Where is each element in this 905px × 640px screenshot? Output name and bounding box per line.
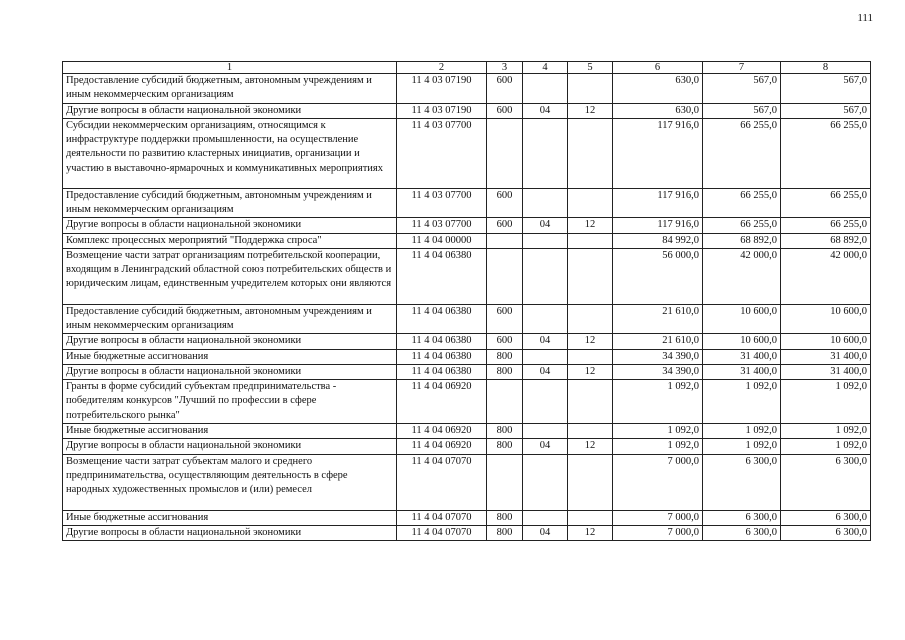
cell-code: 11 4 04 07070 <box>397 454 487 510</box>
cell-v6: 84 992,0 <box>613 233 703 248</box>
cell-v8: 1 092,0 <box>781 423 871 438</box>
cell-c4 <box>523 454 568 510</box>
table-row <box>63 380 871 424</box>
cell-v8: 6 300,0 <box>781 454 871 510</box>
cell-v6: 630,0 <box>613 74 703 104</box>
cell-c5 <box>568 74 613 104</box>
cell-code: 11 4 03 07190 <box>397 74 487 104</box>
cell-name: Комплекс процессных мероприятий "Поддержка спроса" <box>63 233 397 248</box>
table-row <box>63 218 871 233</box>
cell-v6: 1 092,0 <box>613 380 703 424</box>
cell-code: 11 4 04 06920 <box>397 380 487 424</box>
header-cell: 3 <box>487 62 523 74</box>
cell-c3: 800 <box>487 423 523 438</box>
cell-c4 <box>523 510 568 525</box>
cell-v7: 1 092,0 <box>703 423 781 438</box>
table-row <box>63 439 871 454</box>
cell-c4: 04 <box>523 334 568 349</box>
cell-v7: 10 600,0 <box>703 334 781 349</box>
cell-code: 11 4 04 06380 <box>397 304 487 334</box>
cell-name: Субсидии некоммерческим организациям, относящимся к инфраструктуре поддержки промышленности, на осуществление деятельности по развитию кластерных инициатив, организации и участию в выставочно-ярмарочных и коммуникативных мероприятиях <box>63 118 397 188</box>
table-row <box>63 248 871 304</box>
cell-code: 11 4 04 00000 <box>397 233 487 248</box>
cell-c5 <box>568 349 613 364</box>
cell-v7: 6 300,0 <box>703 454 781 510</box>
cell-v6: 7 000,0 <box>613 454 703 510</box>
table-row <box>63 454 871 510</box>
table-row <box>63 349 871 364</box>
header-cell: 2 <box>397 62 487 74</box>
cell-c4: 04 <box>523 103 568 118</box>
cell-c4: 04 <box>523 364 568 379</box>
cell-name: Другие вопросы в области национальной экономики <box>63 218 397 233</box>
table-row <box>63 423 871 438</box>
cell-code: 11 4 04 06380 <box>397 364 487 379</box>
cell-c3: 800 <box>487 510 523 525</box>
cell-c3 <box>487 380 523 424</box>
cell-name: Иные бюджетные ассигнования <box>63 510 397 525</box>
cell-name: Другие вопросы в области национальной экономики <box>63 334 397 349</box>
cell-code: 11 4 04 06380 <box>397 334 487 349</box>
cell-c4: 04 <box>523 525 568 540</box>
cell-c3: 600 <box>487 188 523 218</box>
cell-v8: 66 255,0 <box>781 188 871 218</box>
cell-name: Другие вопросы в области национальной экономики <box>63 525 397 540</box>
cell-c3 <box>487 118 523 188</box>
cell-v7: 567,0 <box>703 103 781 118</box>
cell-c5: 12 <box>568 334 613 349</box>
cell-v6: 117 916,0 <box>613 188 703 218</box>
budget-table <box>62 61 871 541</box>
table-row <box>63 233 871 248</box>
cell-v6: 7 000,0 <box>613 525 703 540</box>
cell-c5: 12 <box>568 364 613 379</box>
cell-c4 <box>523 380 568 424</box>
cell-c3 <box>487 233 523 248</box>
cell-v8: 1 092,0 <box>781 439 871 454</box>
header-cell: 6 <box>613 62 703 74</box>
cell-c5: 12 <box>568 439 613 454</box>
cell-c4 <box>523 304 568 334</box>
cell-v8: 6 300,0 <box>781 525 871 540</box>
cell-c5: 12 <box>568 218 613 233</box>
cell-v6: 7 000,0 <box>613 510 703 525</box>
cell-v8: 6 300,0 <box>781 510 871 525</box>
cell-name: Предоставление субсидий бюджетным, автономным учреждениям и иным некоммерческим организациям <box>63 304 397 334</box>
cell-name: Предоставление субсидий бюджетным, автономным учреждениям и иным некоммерческим организациям <box>63 74 397 104</box>
table-row <box>63 188 871 218</box>
table-body <box>63 74 871 541</box>
cell-name: Другие вопросы в области национальной экономики <box>63 364 397 379</box>
cell-v7: 66 255,0 <box>703 188 781 218</box>
cell-v7: 1 092,0 <box>703 380 781 424</box>
cell-c4 <box>523 118 568 188</box>
cell-v6: 1 092,0 <box>613 439 703 454</box>
table-row <box>63 103 871 118</box>
cell-v8: 10 600,0 <box>781 334 871 349</box>
cell-c3: 600 <box>487 334 523 349</box>
cell-v8: 31 400,0 <box>781 349 871 364</box>
table-row <box>63 74 871 104</box>
header-row <box>63 62 871 74</box>
cell-c5: 12 <box>568 103 613 118</box>
header-cell: 8 <box>781 62 871 74</box>
header-cell: 7 <box>703 62 781 74</box>
cell-name: Возмещение части затрат организациям потребительской кооперации, входящим в Ленинградский областной союз потребительских обществ и юридическим лицам, единственным учредителем которых они являются <box>63 248 397 304</box>
cell-v6: 21 610,0 <box>613 334 703 349</box>
cell-c4: 04 <box>523 218 568 233</box>
cell-v6: 1 092,0 <box>613 423 703 438</box>
cell-c3: 600 <box>487 304 523 334</box>
cell-c5 <box>568 454 613 510</box>
cell-c3: 800 <box>487 364 523 379</box>
cell-c5: 12 <box>568 525 613 540</box>
cell-v8: 567,0 <box>781 103 871 118</box>
cell-v7: 68 892,0 <box>703 233 781 248</box>
cell-v7: 6 300,0 <box>703 525 781 540</box>
cell-code: 11 4 04 06380 <box>397 349 487 364</box>
cell-code: 11 4 03 07700 <box>397 118 487 188</box>
cell-c4: 04 <box>523 439 568 454</box>
cell-c5 <box>568 118 613 188</box>
cell-v8: 567,0 <box>781 74 871 104</box>
cell-c5 <box>568 510 613 525</box>
cell-v8: 31 400,0 <box>781 364 871 379</box>
cell-v6: 21 610,0 <box>613 304 703 334</box>
cell-v6: 56 000,0 <box>613 248 703 304</box>
cell-v8: 42 000,0 <box>781 248 871 304</box>
cell-v6: 117 916,0 <box>613 118 703 188</box>
cell-v8: 1 092,0 <box>781 380 871 424</box>
cell-c3 <box>487 454 523 510</box>
cell-code: 11 4 04 06920 <box>397 439 487 454</box>
cell-code: 11 4 04 07070 <box>397 525 487 540</box>
cell-name: Предоставление субсидий бюджетным, автономным учреждениям и иным некоммерческим организациям <box>63 188 397 218</box>
cell-v8: 68 892,0 <box>781 233 871 248</box>
cell-code: 11 4 03 07190 <box>397 103 487 118</box>
cell-v7: 6 300,0 <box>703 510 781 525</box>
cell-v8: 66 255,0 <box>781 118 871 188</box>
cell-c5 <box>568 380 613 424</box>
cell-c3: 800 <box>487 525 523 540</box>
header-cell: 1 <box>63 62 397 74</box>
cell-c3: 600 <box>487 218 523 233</box>
cell-c4 <box>523 349 568 364</box>
cell-v7: 31 400,0 <box>703 364 781 379</box>
header-cell: 4 <box>523 62 568 74</box>
cell-c4 <box>523 423 568 438</box>
cell-c5 <box>568 423 613 438</box>
cell-c3: 600 <box>487 103 523 118</box>
cell-code: 11 4 04 07070 <box>397 510 487 525</box>
cell-c4 <box>523 233 568 248</box>
cell-v7: 1 092,0 <box>703 439 781 454</box>
cell-name: Гранты в форме субсидий субъектам предпринимательства - победителям конкурсов "Лучший по профессии в сфере потребительского рынка" <box>63 380 397 424</box>
cell-name: Иные бюджетные ассигнования <box>63 349 397 364</box>
table-row <box>63 304 871 334</box>
cell-c3: 600 <box>487 74 523 104</box>
cell-name: Иные бюджетные ассигнования <box>63 423 397 438</box>
cell-c4 <box>523 74 568 104</box>
table-row <box>63 364 871 379</box>
cell-v6: 34 390,0 <box>613 349 703 364</box>
cell-name: Другие вопросы в области национальной экономики <box>63 439 397 454</box>
cell-code: 11 4 03 07700 <box>397 188 487 218</box>
table-row <box>63 510 871 525</box>
cell-v7: 31 400,0 <box>703 349 781 364</box>
cell-name: Другие вопросы в области национальной экономики <box>63 103 397 118</box>
cell-c3 <box>487 248 523 304</box>
cell-code: 11 4 03 07700 <box>397 218 487 233</box>
cell-v8: 10 600,0 <box>781 304 871 334</box>
cell-v6: 34 390,0 <box>613 364 703 379</box>
cell-v7: 66 255,0 <box>703 218 781 233</box>
cell-c3: 800 <box>487 349 523 364</box>
cell-v7: 66 255,0 <box>703 118 781 188</box>
cell-c4 <box>523 248 568 304</box>
cell-c5 <box>568 188 613 218</box>
cell-v7: 567,0 <box>703 74 781 104</box>
cell-c4 <box>523 188 568 218</box>
table-row <box>63 525 871 540</box>
cell-code: 11 4 04 06920 <box>397 423 487 438</box>
cell-code: 11 4 04 06380 <box>397 248 487 304</box>
cell-v7: 10 600,0 <box>703 304 781 334</box>
cell-c5 <box>568 233 613 248</box>
cell-v8: 66 255,0 <box>781 218 871 233</box>
cell-c5 <box>568 304 613 334</box>
header-cell: 5 <box>568 62 613 74</box>
cell-name: Возмещение части затрат субъектам малого и среднего предпринимательства, осуществляющим деятельность в сфере народных художественных промыслов и (или) ремесел <box>63 454 397 510</box>
cell-c5 <box>568 248 613 304</box>
table-row <box>63 334 871 349</box>
cell-v6: 117 916,0 <box>613 218 703 233</box>
cell-v6: 630,0 <box>613 103 703 118</box>
cell-c3: 800 <box>487 439 523 454</box>
table-row <box>63 118 871 188</box>
page-number: 111 <box>857 12 873 24</box>
cell-v7: 42 000,0 <box>703 248 781 304</box>
